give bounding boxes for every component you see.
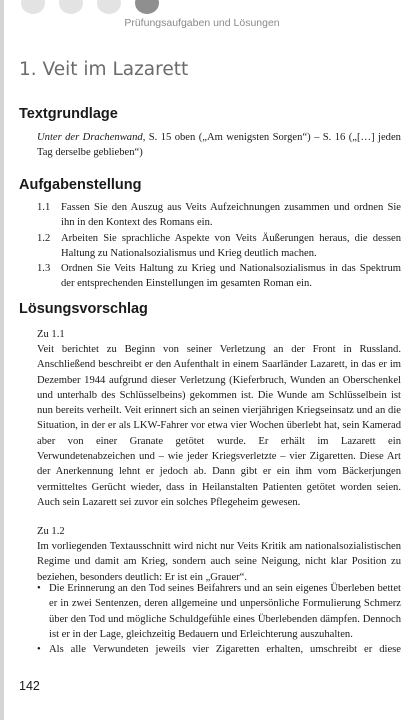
task-item (37, 261, 401, 292)
page-dot[interactable] (97, 0, 121, 14)
task-text: Fassen Sie den Auszug aus Veits Aufzeichnungen zusammen und ordnen Sie ihn in den Kontext des Romans ein. (61, 202, 401, 229)
section-heading-loesungsvorschlag: Lösungsvorschlag (19, 301, 148, 317)
bullet-text: Die Erinnerung an den Tod seines Beifahrers und an sein eigenes Überleben bettet er in zwei Sentenzen, deren allgemeine und unpersönliche Formulierung Schmerz über den Tod und mögliche Schuldgefühle eines Überlebenden dämpfen. Dennoch ist er in der Lage, gleichzeitig Bedauern und Erleichterung auszuhalten. (49, 583, 401, 640)
answer-1-2-intro: Im vorliegenden Textausschnitt wird nicht nur Veits Kritik am nationalsozialistischen Regime und damit am Krieg, sondern auch seine Neigung, nicht klar Position zu beziehen, besonders deutlich: Er ist ein „Grauer“. (37, 541, 401, 583)
subsection-label-1-2: Zu 1.2 (37, 526, 65, 537)
bullet-icon: • (37, 583, 41, 594)
page-dot-active[interactable] (135, 0, 159, 14)
task-number: 1.1 (37, 202, 51, 213)
task-number: 1.2 (37, 232, 51, 244)
source-reference (37, 130, 401, 161)
bullet-item (37, 581, 401, 642)
work-title: Unter der Drachenwand (37, 132, 143, 143)
chapter-title: 1. Veit im Lazarett (19, 59, 189, 80)
page-dot[interactable] (59, 0, 83, 14)
task-text: Arbeiten Sie sprachliche Aspekte von Veits Äußerungen heraus, die dessen Haltung zu Nationalsozialismus und Krieg deutlich machen. (61, 232, 401, 259)
answer-1-2-bullets (37, 581, 401, 657)
page-number: 142 (19, 679, 40, 693)
section-heading-textgrundlage: Textgrundlage (19, 106, 118, 122)
subsection-label-1-1: Zu 1.1 (37, 329, 65, 340)
bullet-icon: • (37, 644, 41, 656)
page-dot[interactable] (21, 0, 45, 14)
task-item (37, 231, 401, 262)
task-number: 1.3 (37, 263, 51, 275)
task-item (37, 200, 401, 231)
source-pages: , S. 15 oben („Am wenigsten Sorgen“) – S. 16 („[…] jeden Tag derselbe geblieben“) (37, 132, 401, 159)
answer-1-1-paragraph: Veit berichtet zu Beginn von seiner Verletzung an der Front in Russland. Anschließend beschreibt er den Aufenthalt in einem Saarländer Lazarett, in das er im Dezember 1944 aufgrund dieser Verletzung (Kieferbruch, Wunden an Oberschenkel und unterhalb des Schlüsselbeins) gekommen ist. Die Wunde am Schlüsselbein ist nun bereits verheilt. Veit erinnert sich an seinen vierjährigen Kriegseinsatz und an die Situation, in der er als LKW-Fahrer vor etwa vier Wochen überlebt hat, sein Kamerad aber von einer Granate getötet wurde. Er erhält im Lazarett ein Verwundetenabzeichen und – wie jeder Kriegsverletzte – vier Zigaretten. Diese Art der Anerkennung lehnt er jedoch ab. Dann gibt er ein ihm vom Bäckerjungen vermitteltes Gerücht wieder, dass in Heilanstalten Patienten getötet worden seien. Auch sein Lazarett sei zuvor ein solches Pflegeheim gewesen. (37, 344, 401, 508)
page-edge-bar (0, 0, 4, 720)
section-heading-aufgabenstellung: Aufgabenstellung (19, 177, 142, 193)
task-list (37, 200, 401, 292)
bullet-item (37, 642, 401, 657)
running-header: Prüfungsaufgaben und Lösungen (124, 17, 280, 29)
task-text: Ordnen Sie Veits Haltung zu Krieg und Nationalsozialismus in das Spektrum der entsprechenden Einstellungen im gesamten Roman ein. (61, 263, 401, 290)
bullet-text: Als alle Verwundeten jeweils vier Zigaretten erhalten, umschreibt er diese (49, 644, 401, 656)
